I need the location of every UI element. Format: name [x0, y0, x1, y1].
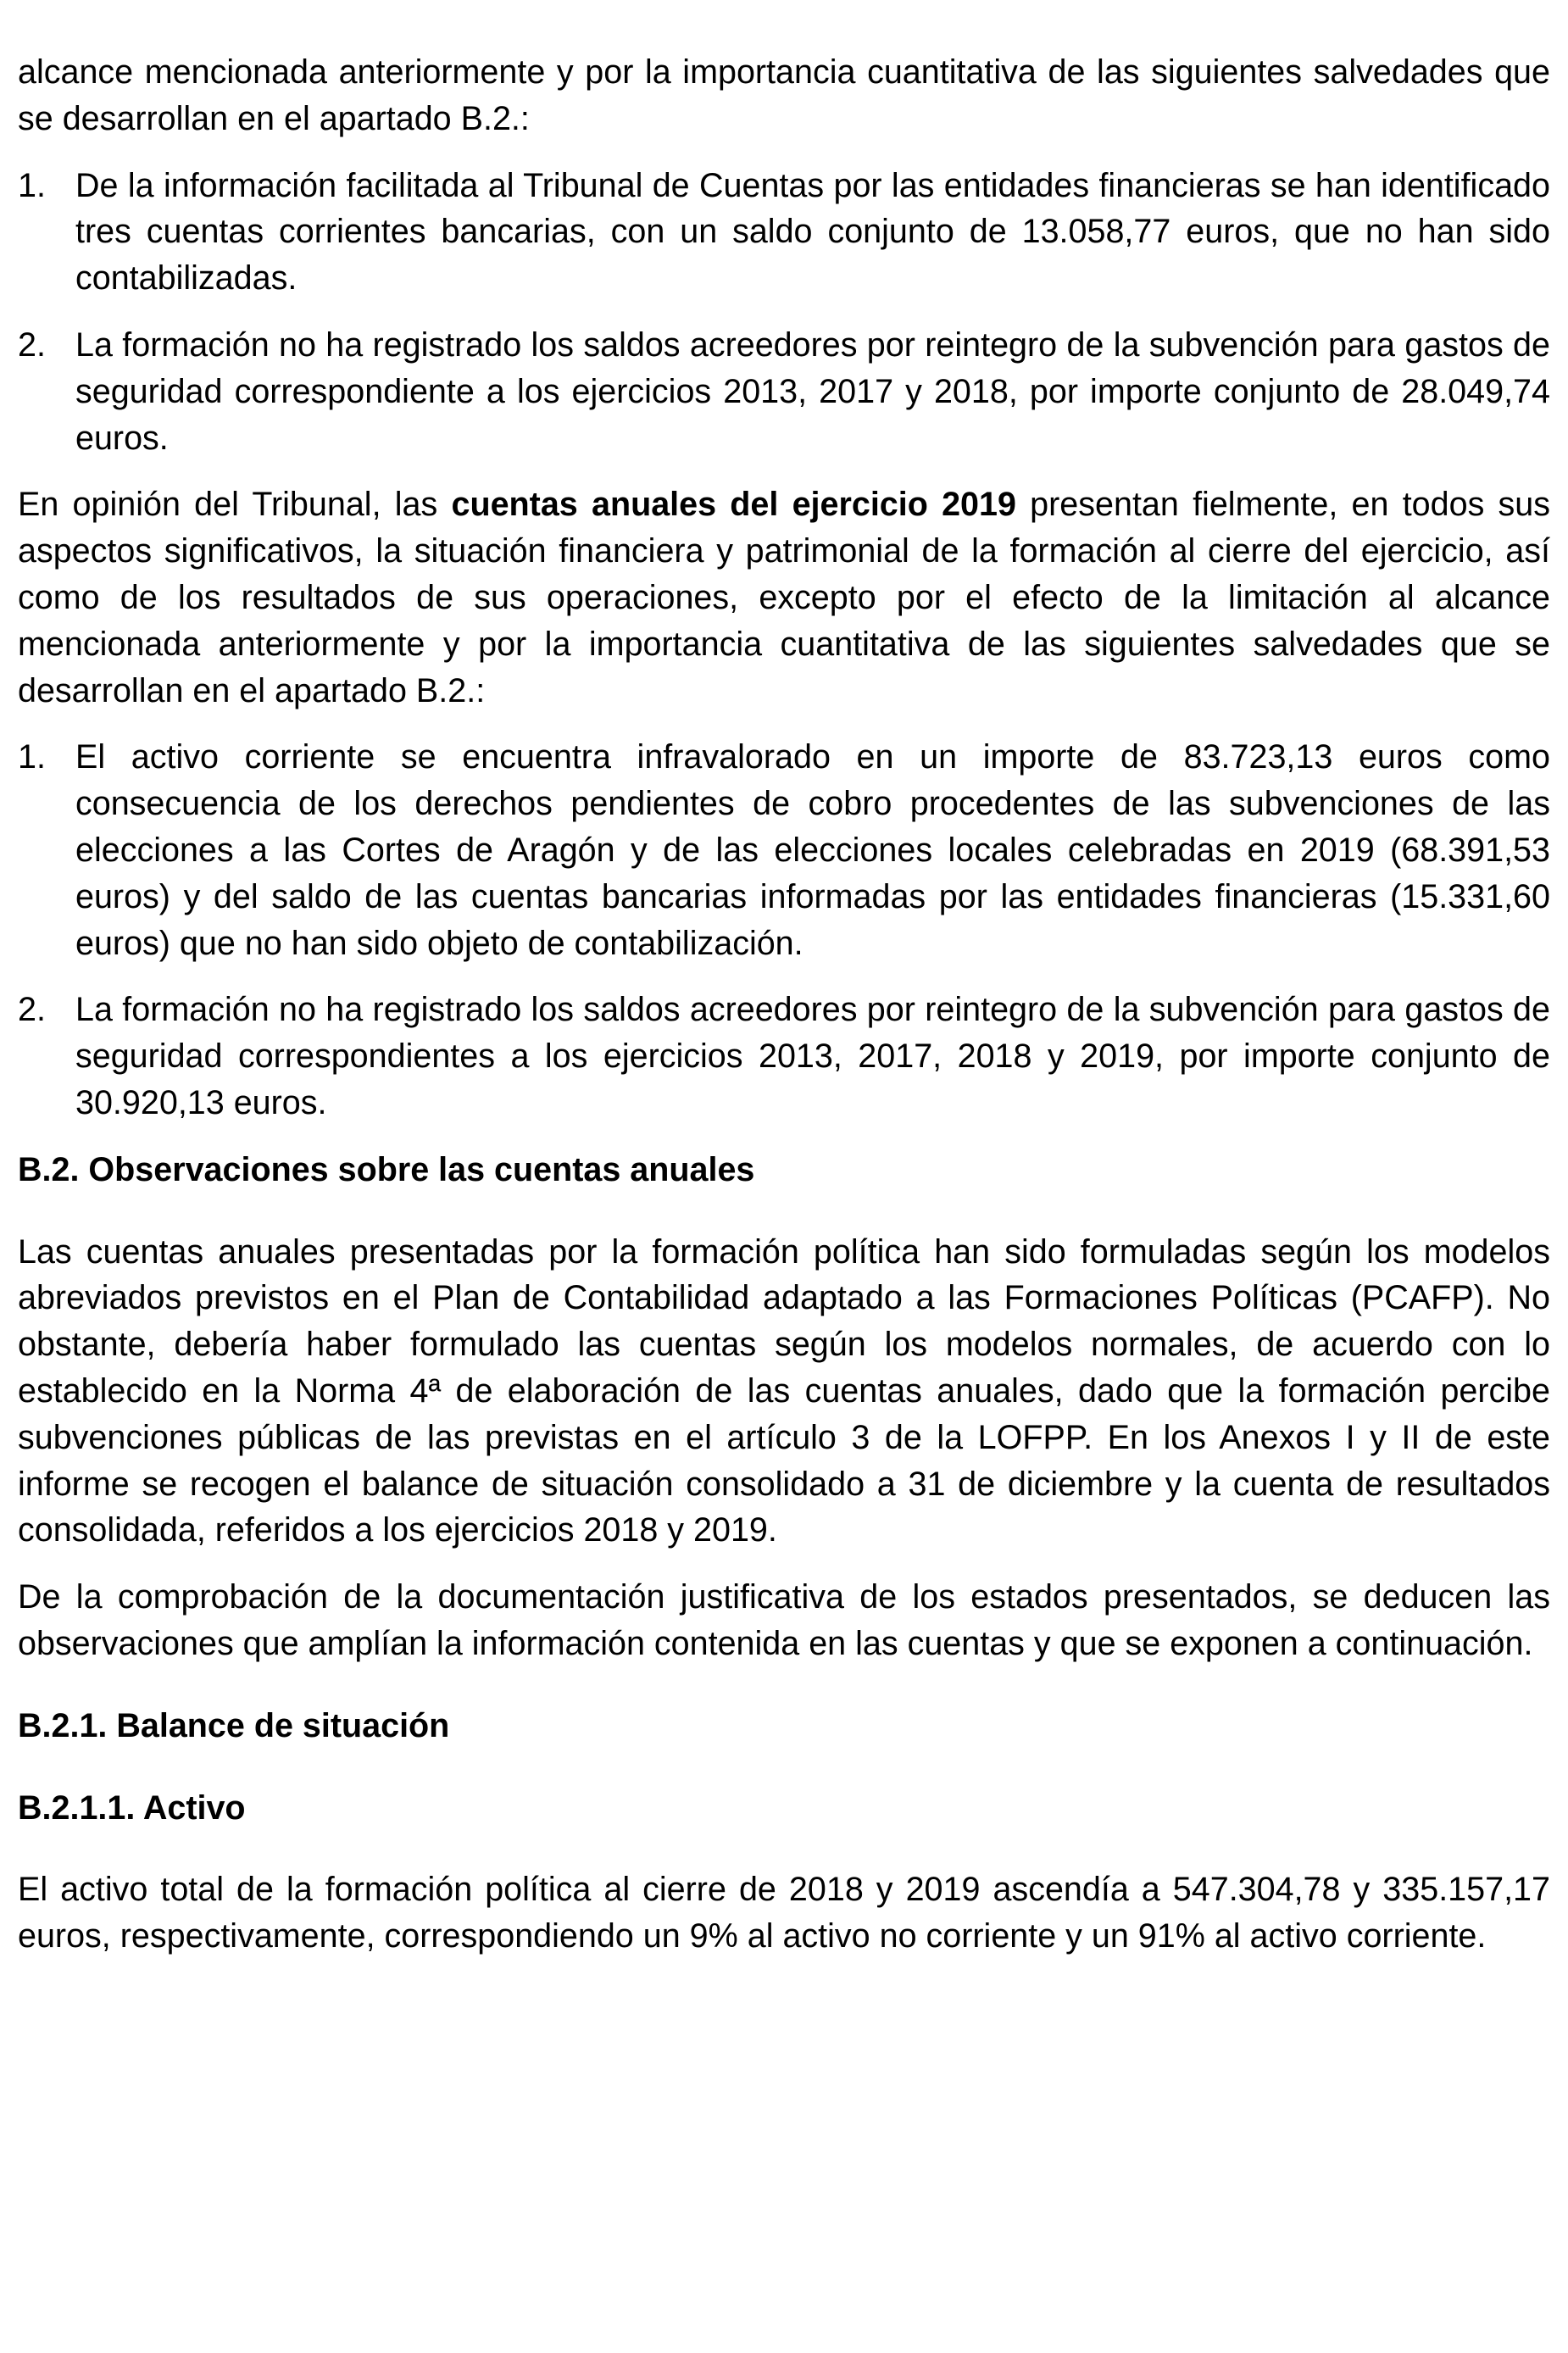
section-heading-b2: B.2. Observaciones sobre las cuentas anuales	[18, 1150, 755, 1188]
list-number: 2.	[18, 325, 46, 364]
opinion-text-bold: cuentas anuales del ejercicio 2019	[451, 486, 1016, 524]
b2-paragraph-2: De la comprobación de la documentación justificativa de los estados presentados, se deducen las observaciones que amplían la información contenida en las cuentas y que se exponen a continuación.	[18, 1578, 1550, 1662]
intro-paragraph: alcance mencionada anteriormente y por la importancia cuantitativa de las siguientes salvedades que se desarrollan en el apartado B.2.:	[18, 53, 1550, 137]
list-number: 1.	[18, 738, 46, 776]
list-item-text: La formación no ha registrado los saldos acreedores por reintegro de la subvención para gastos de seguridad correspondientes a los ejercicios 2013, 2017, 2018 y 2019, por importe conjunto de 30.920,13 euros.	[75, 991, 1550, 1121]
opinion-text-post: presentan fielmente, en todos sus aspectos significativos, la situación financiera y patrimonial de la formación al cierre del ejercicio, así como de los resultados de sus operaciones, excepto por el efecto de la limitación al alcance mencionada anteriormente y por la importancia cuantitativa de las siguientes salvedades que se desarrollan en el apartado B.2.:	[18, 486, 1550, 709]
list-item	[18, 322, 1550, 461]
opinion-text-pre: En opinión del Tribunal, las	[18, 486, 452, 524]
b2-paragraph-1: Las cuentas anuales presentadas por la formación política han sido formuladas según los modelos abreviados previstos en el Plan de Contabilidad adaptado a las Formaciones Políticas (PCAFP). No obstante, debería haber formulado las cuentas según los modelos normales, de acuerdo con lo establecido en la Norma 4ª de elaboración de las cuentas anuales, dado que la formación percibe subvenciones públicas de las previstas en el artículo 3 de la LOFPP. En los Anexos I y II de este informe se recogen el balance de situación consolidado a 31 de diciembre y la cuenta de resultados consolidada, referidos a los ejercicios 2018 y 2019.	[18, 1232, 1550, 1549]
opinion-paragraph	[18, 481, 1550, 714]
list-number: 1.	[18, 166, 46, 204]
list-item-text: La formación no ha registrado los saldos acreedores por reintegro de la subvención para gastos de seguridad correspondiente a los ejercicios 2013, 2017 y 2018, por importe conjunto de 28.049,74 euros.	[75, 325, 1550, 457]
document-page	[18, 49, 1550, 1960]
section-heading-b21: B.2.1. Balance de situación	[18, 1706, 450, 1744]
b211-paragraph: El activo total de la formación política al cierre de 2018 y 2019 ascendía a 547.304,78 y 335.157,17 euros, respectivamente, correspondiendo un 9% al activo no corriente y un 91% al activo corriente.	[18, 1871, 1550, 1955]
list-item-text: De la información facilitada al Tribunal de Cuentas por las entidades financieras se han identificado tres cuentas corrientes bancarias, con un saldo conjunto de 13.058,77 euros, que no han sido contabilizadas.	[75, 166, 1550, 298]
list-item	[18, 987, 1550, 1126]
list-item	[18, 734, 1550, 966]
section-heading-b211: B.2.1.1. Activo	[18, 1788, 246, 1827]
list-number: 2.	[18, 991, 46, 1029]
list-item	[18, 163, 1550, 302]
list-item-text: El activo corriente se encuentra infravalorado en un importe de 83.723,13 euros como consecuencia de los derechos pendientes de cobro procedentes de las subvenciones de las elecciones a las Cortes de Aragón y de las elecciones locales celebradas en 2019 (68.391,53 euros) y del saldo de las cuentas bancarias informadas por las entidades financieras (15.331,60 euros) que no han sido objeto de contabilización.	[75, 738, 1550, 962]
